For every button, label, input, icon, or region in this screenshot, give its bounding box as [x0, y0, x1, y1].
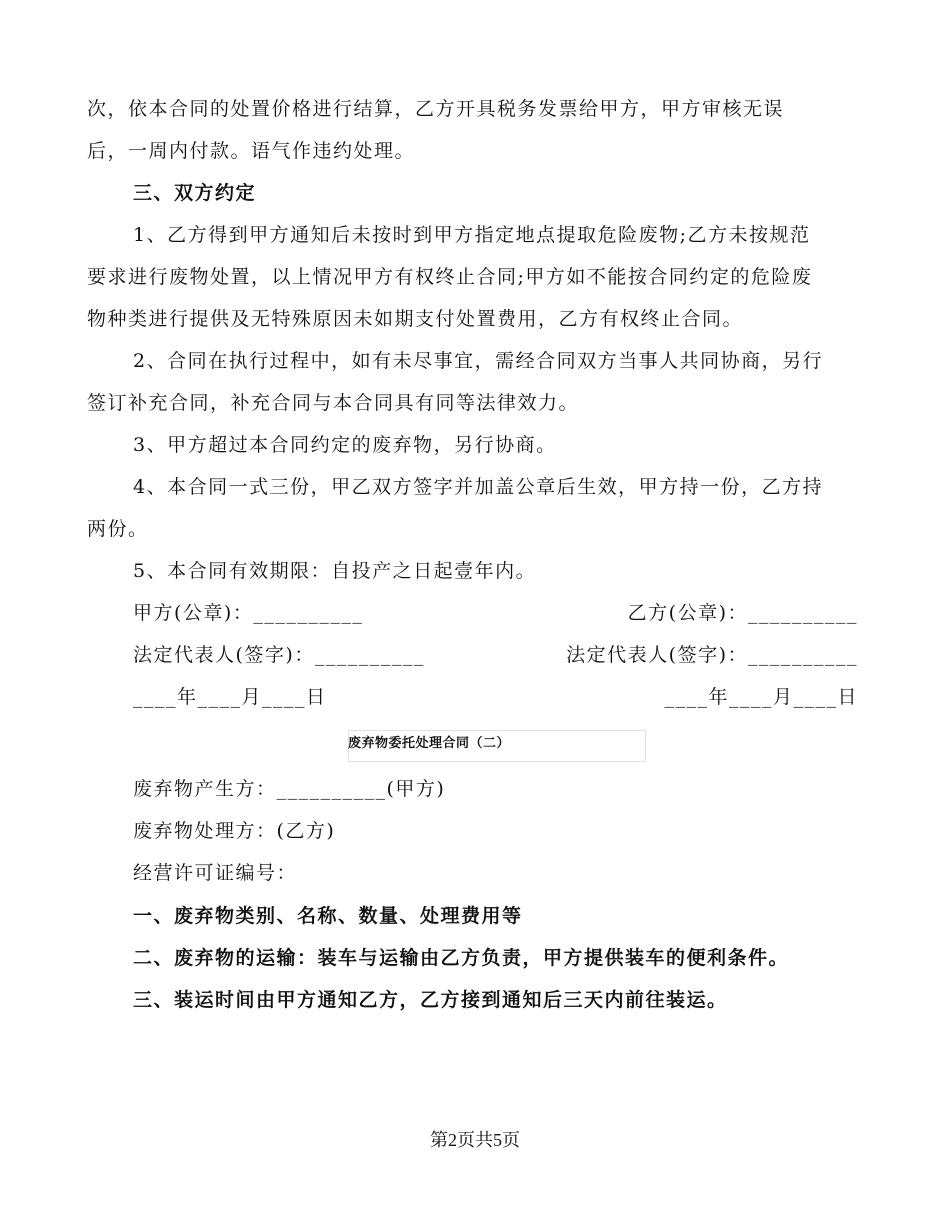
party-b-representative: 法定代表人(签字)：__________	[566, 644, 858, 666]
paragraph-line: 2、合同在执行过程中，如有未尽事宜，需经合同双方当事人共同协商，另行	[133, 350, 824, 372]
party-a-date: ____年____月____日	[133, 686, 327, 708]
party-b-seal: 乙方(公章)：__________	[627, 602, 858, 624]
paragraph-line: 次，依本合同的处置价格进行结算，乙方开具税务发票给甲方，甲方审核无误	[87, 98, 785, 120]
waste-producer-field: 废弃物产生方：__________(甲方)	[133, 778, 446, 800]
paragraph-line: 物种类进行提供及无特殊原因未如期支付处置费用，乙方有权终止合同。	[87, 308, 744, 330]
party-a-representative: 法定代表人(签字)：__________	[133, 644, 425, 666]
paragraph-line: 要求进行废物处置，以上情况甲方有权终止合同;甲方如不能按合同约定的危险废	[87, 266, 813, 288]
paragraph-line: 两份。	[87, 518, 149, 540]
party-b-date: ____年____月____日	[664, 686, 858, 708]
clause-heading: 一、废弃物类别、名称、数量、处理费用等	[133, 905, 523, 927]
contract-title: 废弃物委托处理合同（二）	[348, 736, 511, 751]
paragraph-line: 1、乙方得到甲方通知后未按时到甲方指定地点提取危险废物;乙方未按规范	[133, 224, 811, 246]
paragraph-line: 后，一周内付款。语气作违约处理。	[87, 140, 416, 162]
paragraph-line: 4、本合同一式三份，甲乙双方签字并加盖公章后生效，甲方持一份，乙方持	[133, 476, 824, 498]
clause-heading: 三、装运时间由甲方通知乙方，乙方接到通知后三天内前往装运。	[133, 989, 728, 1011]
paragraph-line: 5、本合同有效期限：自投产之日起壹年内。	[133, 560, 537, 582]
party-a-seal: 甲方(公章)：__________	[133, 602, 364, 624]
section-heading: 三、双方约定	[133, 182, 257, 204]
clause-heading: 二、废弃物的运输：装车与运输由乙方负责，甲方提供装车的便利条件。	[133, 947, 790, 969]
license-number-field: 经营许可证编号：	[133, 862, 298, 884]
waste-processor-field: 废弃物处理方：(乙方)	[133, 820, 336, 842]
page-number: 第2页共5页	[430, 1130, 520, 1150]
paragraph-line: 3、甲方超过本合同约定的废弃物，另行协商。	[133, 434, 557, 456]
paragraph-line: 签订补充合同，补充合同与本合同具有同等法律效力。	[87, 392, 580, 414]
